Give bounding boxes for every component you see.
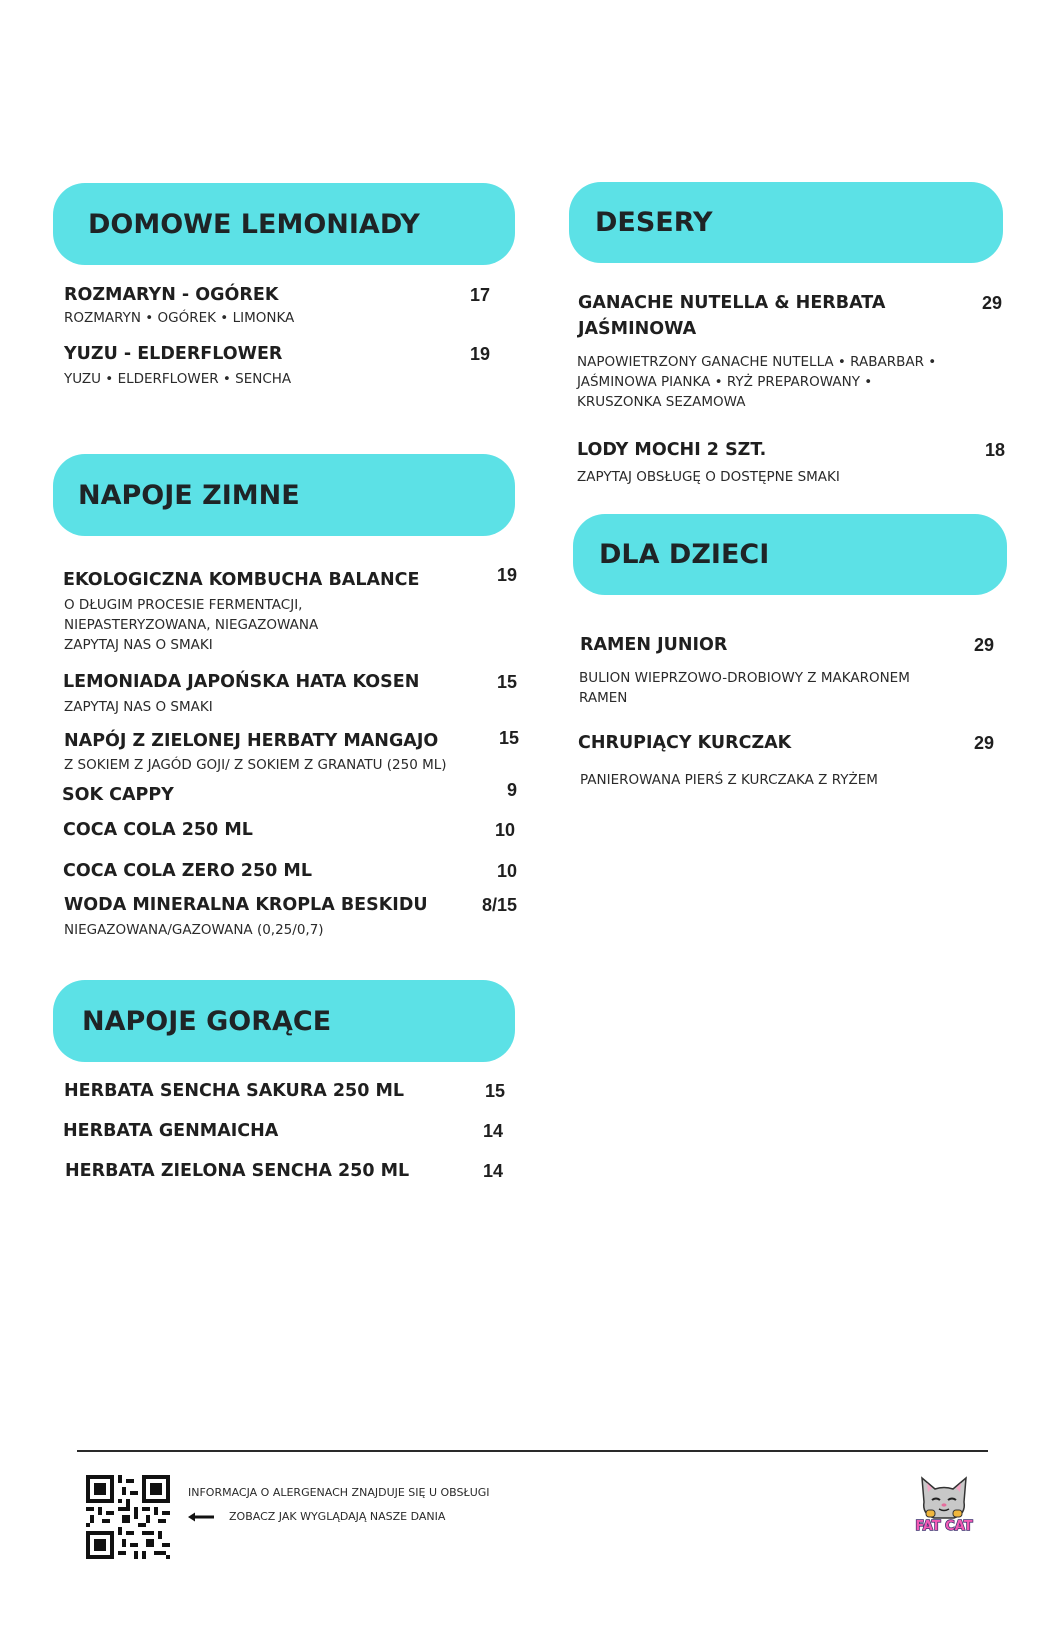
item-desc: BULION WIEPRZOWO-DROBIOWY Z MAKARONEM: [579, 670, 910, 686]
item-price: 10: [496, 861, 517, 881]
item-price: 18: [984, 440, 1005, 460]
item-price: 15: [496, 672, 517, 692]
item-name: CHRUPIĄCY KURCZAK: [578, 733, 792, 753]
logo-text: FAT CAT: [915, 1519, 973, 1534]
item-price: 14: [482, 1161, 503, 1181]
item-desc: NIEPASTERYZOWANA, NIEGAZOWANA: [64, 617, 319, 633]
item-desc: ZAPYTAJ NAS O SMAKI: [64, 637, 213, 653]
item-name: JAŚMINOWA: [578, 319, 697, 339]
item-desc: KRUSZONKA SEZAMOWA: [577, 394, 746, 410]
item-price: 19: [469, 344, 490, 364]
item-price: 17: [469, 285, 490, 305]
item-desc: NAPOWIETRZONY GANACHE NUTELLA • RABARBAR •: [577, 354, 937, 370]
item-desc: Z SOKIEM Z JAGÓD GOJI/ Z SOKIEM Z GRANATU (250 ML): [64, 757, 447, 773]
item-price: 29: [973, 635, 994, 655]
item-name: GANACHE NUTELLA & HERBATA: [578, 293, 886, 313]
item-desc: RAMEN: [579, 690, 628, 706]
item-name: ROZMARYN - OGÓREK: [64, 285, 279, 305]
section-header-gorace: [53, 980, 515, 1062]
item-desc: ZAPYTAJ OBSŁUGĘ O DOSTĘPNE SMAKI: [577, 469, 840, 485]
item-desc: JAŚMINOWA PIANKA • RYŻ PREPAROWANY •: [577, 374, 873, 390]
item-desc: ROZMARYN • OGÓREK • LIMONKA: [64, 310, 295, 326]
item-price: 15: [484, 1081, 505, 1101]
section-title: NAPOJE ZIMNE: [78, 479, 300, 511]
item-price: 8/15: [481, 895, 517, 915]
item-name: HERBATA ZIELONA SENCHA 250 ML: [65, 1161, 410, 1181]
qr-hint: ZOBACZ JAK WYGLĄDAJĄ NASZE DANIA: [229, 1510, 446, 1523]
item-desc: O DŁUGIM PROCESIE FERMENTACJI,: [64, 597, 303, 613]
section-title: DOMOWE LEMONIADY: [88, 208, 420, 240]
item-name: NAPÓJ Z ZIELONEJ HERBATY MANGAJO: [64, 731, 439, 751]
section-header-zimne: [53, 454, 515, 536]
item-price: 9: [506, 780, 517, 800]
section-header-dzieci: [573, 514, 1007, 595]
item-price: 19: [496, 565, 517, 585]
item-name: LODY MOCHI 2 SZT.: [577, 440, 767, 460]
item-desc: PANIEROWANA PIERŚ Z KURCZAKA Z RYŻEM: [580, 772, 878, 788]
item-name: SOK CAPPY: [62, 785, 174, 805]
qr-code-icon[interactable]: [86, 1475, 170, 1559]
footer-divider: [77, 1450, 988, 1452]
item-name: EKOLOGICZNA KOMBUCHA BALANCE: [63, 570, 420, 590]
item-desc: YUZU • ELDERFLOWER • SENCHA: [64, 371, 292, 387]
item-name: HERBATA SENCHA SAKURA 250 ML: [64, 1081, 405, 1101]
section-header-lemoniady: [53, 183, 515, 265]
arrow-left-icon: [188, 1512, 214, 1522]
item-name: RAMEN JUNIOR: [580, 635, 728, 655]
item-name: LEMONIADA JAPOŃSKA HATA KOSEN: [63, 672, 420, 692]
section-title: DESERY: [595, 207, 713, 238]
item-price: 15: [498, 728, 519, 748]
section-title: NAPOJE GORĄCE: [82, 1005, 332, 1037]
fat-cat-logo: [908, 1470, 980, 1536]
section-title: DLA DZIECI: [599, 539, 770, 570]
item-price: 29: [981, 293, 1002, 313]
allergen-info: INFORMACJA O ALERGENACH ZNAJDUJE SIĘ U OBSŁUGI: [188, 1486, 490, 1499]
item-name: COCA COLA ZERO 250 ML: [63, 861, 312, 881]
item-desc: NIEGAZOWANA/GAZOWANA (0,25/0,7): [64, 922, 324, 938]
item-price: 10: [494, 820, 515, 840]
item-price: 29: [973, 733, 994, 753]
item-price: 14: [482, 1121, 503, 1141]
item-desc: ZAPYTAJ NAS O SMAKI: [64, 699, 213, 715]
section-header-desery: [569, 182, 1003, 263]
item-name: YUZU - ELDERFLOWER: [64, 344, 283, 364]
item-name: COCA COLA 250 ML: [63, 820, 253, 840]
item-name: WODA MINERALNA KROPLA BESKIDU: [64, 895, 428, 915]
item-name: HERBATA GENMAICHA: [63, 1121, 279, 1141]
